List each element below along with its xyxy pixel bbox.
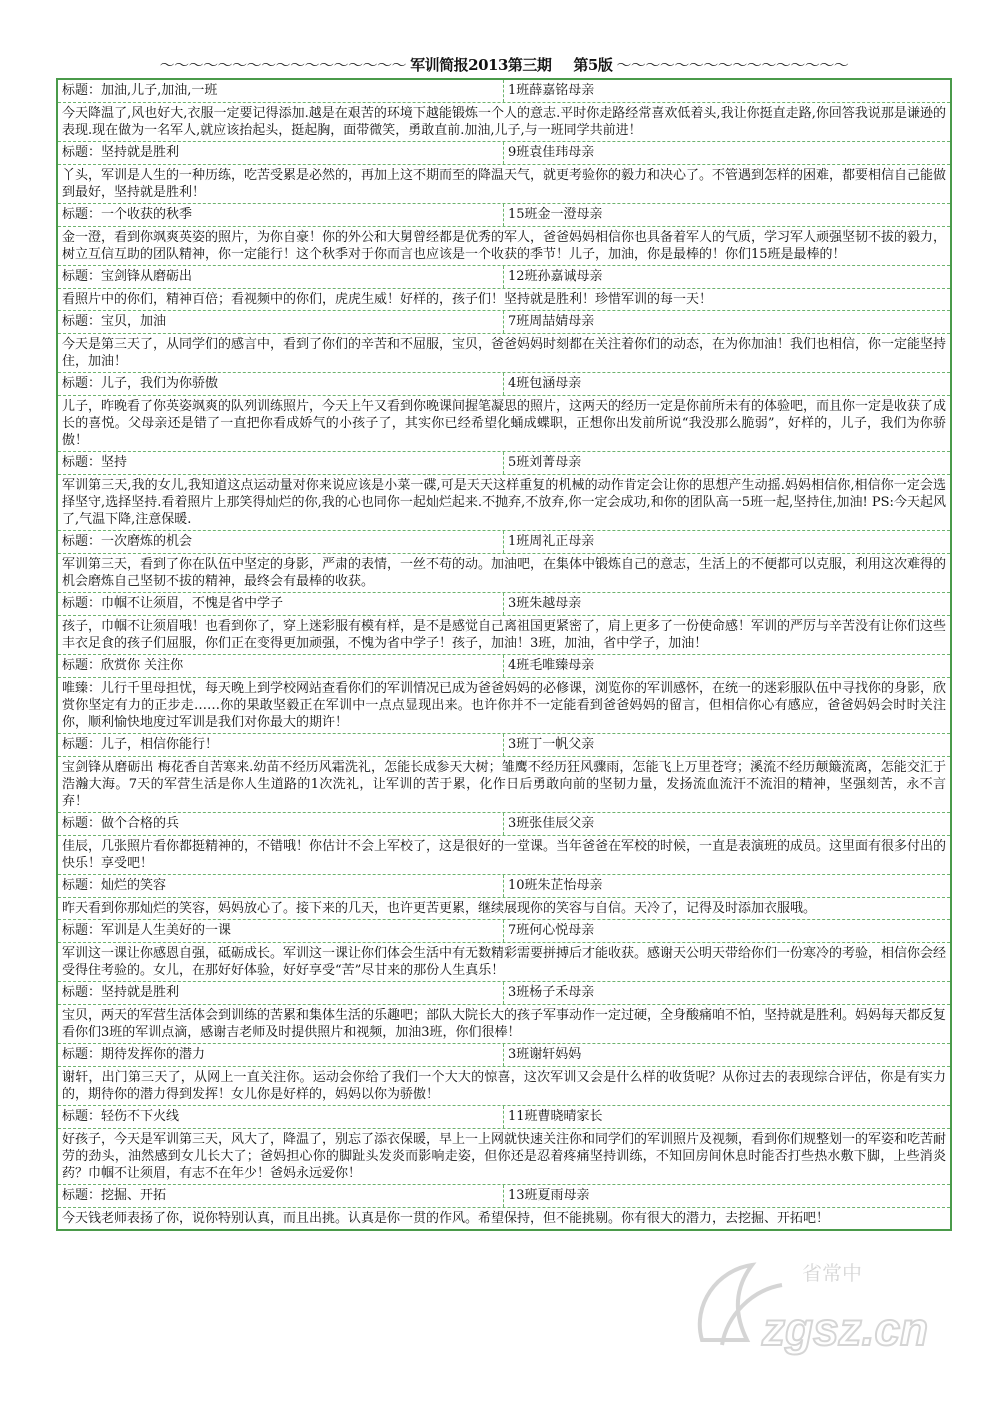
entry-title-cell [58,813,504,835]
entry-body: 宝剑锋从磨砺出 梅花香自苦寒来.幼苗不经历风霜洗礼，怎能长成参天大树；雏鹰不经历狂风骤雨，怎能飞上万里苍穹；溪流不经历颠簸流离，怎能交汇于浩瀚大海。7天的军营生活是你人生道路的1次洗礼，让军训的苦于累，化作日后勇敢向前的坚韧力量，发扬流血流汗不流泪的精神，坚强刻苦，永不言弃！ [58,757,950,813]
entry-body: 儿子，昨晚看了你英姿飒爽的队列训练照片，今天上午又看到你晚课间握笔凝思的照片，这两天的经历一定是你前所未有的体验吧，而且你一定是收获了成长的喜悦。父母亲还是错了一直把你看成娇气的小孩子了，其实你已经希望化蛹成蝶职，正想你出发前所说“我没那么脆弱”，好样的，儿子，我们为你骄傲！ [58,396,950,452]
message-entry [58,204,950,266]
message-entry [58,531,950,593]
entry-title-prefix: 标题： [62,985,102,1000]
entry-title: 儿子，相信你能行！ [101,737,219,752]
message-entry [58,813,950,875]
entry-title-cell [58,1044,504,1066]
entry-body: 佳辰，几张照片看你都挺精神的，不错哦！你估计不会上军校了，这是很好的一堂课。当年爸爸在军校的时候，一直是表演班的成员。这里面有很多付出的快乐！享受吧！ [58,836,950,875]
watermark-site: zgsz.cn [762,1303,929,1355]
entry-title-prefix: 标题： [62,1188,102,1203]
entry-title-cell [58,1185,504,1207]
entry-author: 1班薛嘉铭母亲 [508,83,595,98]
entry-author: 3班朱越母亲 [508,596,582,611]
message-entry [58,1106,950,1185]
entry-title-prefix: 标题： [62,737,102,752]
entry-title-prefix: 标题： [62,1047,102,1062]
entry-title: 坚持就是胜利 [101,985,180,1000]
message-entry [58,80,950,142]
message-entry [58,920,950,982]
entry-title-row [58,1044,950,1067]
entry-title: 一次磨炼的机会 [101,534,193,549]
entry-author: 3班杨子禾母亲 [508,985,595,1000]
page-header [56,54,952,76]
entry-body: 好孩子，今天是军训第三天，风大了，降温了，别忘了添衣保暖，早上一上网就快速关注你和同学们的军训照片及视频，看到你们规整划一的军姿和吃苦耐劳的劲头，油然感到女儿长大了；爸妈担心你的脚趾头发炎而影响走姿，但你还是忍着疼痛坚持训练，不知回房间休息时能否打些热水敷下脚，上些消炎药？巾帼不让须眉，有志不在年少！爸妈永远爱你！ [58,1129,950,1185]
message-entry [58,1044,950,1106]
entry-body: 宝贝，两天的军营生活体会到训练的苦累和集体生活的乐趣吧；部队大院长大的孩子军事动作一定过硬，全身酸痛咱不怕，坚持就是胜利。妈妈每天都反复看你们3班的军训点滴，感谢吉老师及时提供照片和视频，加油3班，你们很棒！ [58,1005,950,1044]
entry-title-cell [58,655,504,677]
entry-title: 军训是人生美好的一课 [101,923,232,938]
message-entry [58,593,950,655]
entry-title-cell [58,452,504,474]
entry-author: 9班袁佳玮母亲 [508,145,595,160]
entry-title-prefix: 标题： [62,83,102,98]
entry-title-row [58,1106,950,1129]
entry-title-row [58,813,950,836]
entry-title-prefix: 标题： [62,145,102,160]
entry-body: 丫头，军训是人生的一种历练，吃苦受累是必然的，再加上这不期而至的降温天气，就更考验你的毅力和决心了。不管遇到怎样的困难，都要相信自己能做到最好，坚持就是胜利！ [58,165,950,204]
entry-title-cell [58,1106,504,1128]
entry-title-row [58,734,950,757]
entry-body: 谢轩，出门第三天了，从网上一直关注你。运动会你给了我们一个大大的惊喜，这次军训又会是什么样的收货呢？从你过去的表现综合评估，你是有实力的，期待你的潜力得到发挥！女儿你是好样的，妈妈以你为骄傲！ [58,1067,950,1106]
entry-title: 灿烂的笑容 [101,878,167,893]
entry-title: 欣赏你 关注你 [101,658,184,673]
entry-title-prefix: 标题： [62,878,102,893]
entry-title-row [58,142,950,165]
entry-title-prefix: 标题： [62,596,102,611]
entry-body: 孩子，巾帼不让须眉哦！也看到你了，穿上迷彩服有模有样，是不是感觉自己离祖国更紧密了，肩上更多了一份使命感！军训的严厉与辛苦没有让你们这些丰衣足食的孩子们屈服，你们正在变得更加顽强，不愧为省中学子！孩子，加油！3班，加油，省中学子，加油！ [58,616,950,655]
entry-title: 挖掘、开拓 [101,1188,167,1203]
entry-author: 7班何心悦母亲 [508,923,595,938]
entry-title-row [58,920,950,943]
entry-title-prefix: 标题： [62,376,102,391]
message-entry [58,266,950,311]
entry-title-row [58,875,950,898]
entry-title-prefix: 标题： [62,269,102,284]
entry-title: 坚持就是胜利 [101,145,180,160]
entry-title: 加油,儿子,加油,一班 [101,83,218,98]
entry-title-prefix: 标题： [62,1109,102,1124]
entry-title-row [58,531,950,554]
message-entry [58,734,950,813]
entry-author: 5班刘菁母亲 [508,455,582,470]
entry-body: 昨天看到你那灿烂的笑容，妈妈放心了。接下来的几天，也许更苦更累，继续展现你的笑容与自信。天冷了，记得及时添加衣服哦。 [58,898,950,920]
entry-title-prefix: 标题： [62,534,102,549]
school-watermark [682,1245,942,1365]
entry-title-prefix: 标题： [62,658,102,673]
entry-title-row [58,311,950,334]
entry-author: 1班周礼正母亲 [508,534,595,549]
entry-title-cell [58,311,504,333]
entry-title-cell [58,531,504,553]
entry-title-prefix: 标题： [62,207,102,222]
message-entry [58,311,950,373]
entry-author: 3班丁一帆父亲 [508,737,595,752]
entry-body: 看照片中的你们，精神百倍；看视频中的你们，虎虎生威！好样的，孩子们！坚持就是胜利！珍惜军训的每一天！ [58,289,950,311]
message-entry [58,655,950,734]
entry-body: 今天降温了,风也好大,衣服一定要记得添加.越是在艰苦的环境下越能锻炼一个人的意志.平时你走路经常喜欢低着头,我让你挺直走路,你回答我说那是谦逊的表现.现在做为一名军人,就应该抬起头，挺起胸，面带微笑，勇敢直前.加油,儿子,与一班同学共前进！ [58,103,950,142]
entry-title-cell [58,204,504,226]
bulletin-table [56,78,952,1231]
entry-author: 7班周喆婧母亲 [508,314,595,329]
entry-title-prefix: 标题： [62,923,102,938]
entry-title-row [58,373,950,396]
entry-author: 4班毛唯臻母亲 [508,658,595,673]
entry-title-cell [58,80,504,102]
entry-title-cell [58,920,504,942]
entry-author: 13班夏雨母亲 [508,1188,590,1203]
entry-author: 4班包涵母亲 [508,376,582,391]
header-title: 军训简报2013第三期 [410,56,552,74]
entry-title-cell [58,982,504,1004]
message-entry [58,142,950,204]
message-entry [58,875,950,920]
entry-title: 做个合格的兵 [101,816,180,831]
entry-title-cell [58,593,504,615]
entry-title-prefix: 标题： [62,816,102,831]
entry-body: 唯臻：儿行千里母担忧，每天晚上到学校网站查看你们的军训情况已成为爸爸妈妈的必修课，浏览你的军训感怀，在统一的迷彩服队伍中寻找你的身影，欣赏你坚定有力的正步走……你的果敢坚毅正在军训中一点点显现出来。也许你并不一定能看到爸爸妈妈的留言，但相信你心有感应，爸爸妈妈会时时关注你，顺利愉快地度过军训是我们对你最大的期许！ [58,678,950,734]
entry-title-prefix: 标题： [62,455,102,470]
entry-title-row [58,266,950,289]
entry-title: 儿子，我们为你骄傲 [101,376,219,391]
header-tildes-left: ～～～～～～～～～～～～～～～～～ [159,56,407,74]
entry-body: 今天是第三天了，从同学们的感言中，看到了你们的辛苦和不屈服，宝贝，爸爸妈妈时刻都在关注着你们的动态，在为你加油！我们也相信，你一定能坚持住，加油！ [58,334,950,373]
entry-title-cell [58,734,504,756]
entry-title-prefix: 标题： [62,314,102,329]
message-entry [58,373,950,452]
entry-body: 军训第三天,我的女儿,我知道这点运动量对你来说应该是小菜一碟,可是天天这样重复的机械的动作肯定会让你的思想产生动摇.妈妈相信你,相信你一定会选择坚守,选择坚持.看着照片上那笑得灿烂的你,我的心也同你一起灿烂起来.不抛弃,不放弃,你一定会成功,和你的团队高一5班一起,坚持住,加油! PS:今天起风了,气温下降,注意保暖. [58,475,950,531]
entry-title-cell [58,266,504,288]
entry-title: 宝剑锋从磨砺出 [101,269,193,284]
entry-title: 坚持 [101,455,128,470]
message-entry [58,1185,950,1229]
entry-body: 金一澄，看到你飒爽英姿的照片，为你自豪！你的外公和大舅曾经都是优秀的军人，爸爸妈妈相信你也具备着军人的气质，学习军人顽强坚韧不拔的毅力，树立互信互助的团队精神，你一定能行！这个秋季对于你而言也应该是一个收获的季节！儿子，加油，你是最棒的！你们15班是最棒的！ [58,227,950,266]
message-entry [58,982,950,1044]
entry-author: 10班朱芷怡母亲 [508,878,603,893]
entry-author: 3班张佳辰父亲 [508,816,595,831]
entry-title: 巾帼不让须眉，不愧是省中学子 [101,596,284,611]
entry-title-cell [58,875,504,897]
entry-title-row [58,204,950,227]
entry-title-row [58,80,950,103]
entry-title-row [58,452,950,475]
entry-title: 轻伤不下火线 [101,1109,180,1124]
entry-title: 宝贝，加油 [101,314,167,329]
entry-body: 军训这一课让你感恩自强，砥砺成长。军训这一课让你们体会生活中有无数精彩需要拼搏后才能收获。感谢天公明天带给你们一份寒冷的考验，相信你会经受得住考验的。女儿，在那好好体验，好好享受“苦”尽甘来的那份人生真乐！ [58,943,950,982]
entry-title-cell [58,142,504,164]
entry-title-row [58,982,950,1005]
entry-author: 3班谢轩妈妈 [508,1047,582,1062]
entry-title-cell [58,373,504,395]
header-issue: 第5版 [573,56,613,74]
school-logo-icon [700,1265,782,1345]
watermark-cn: 省常中 [802,1263,862,1285]
entry-author: 12班孙嘉诚母亲 [508,269,603,284]
entry-author: 11班曹晓晴家长 [508,1109,603,1124]
entry-title: 一个收获的秋季 [101,207,193,222]
entry-body: 今天钱老师表扬了你，说你特别认真，而且出挑。认真是你一贯的作风。希望保持，但不能挑剔。你有很大的潜力，去挖掘、开拓吧！ [62,1211,830,1226]
entry-title-row [58,1185,950,1208]
header-tildes-right: ～～～～～～～～～～～～～～～～ [616,56,849,74]
entry-title: 期待发挥你的潜力 [101,1047,206,1062]
entry-body: 军训第三天，看到了你在队伍中坚定的身影，严肃的表情，一丝不苟的动。加油吧，在集体中锻炼自己的意志，生活上的不便都可以克服，利用这次难得的机会磨炼自己坚韧不拔的精神，最终会有最棒的收获。 [58,554,950,593]
entry-title-row [58,655,950,678]
entry-author: 15班金一澄母亲 [508,207,603,222]
message-entry [58,452,950,531]
entry-title-row [58,593,950,616]
